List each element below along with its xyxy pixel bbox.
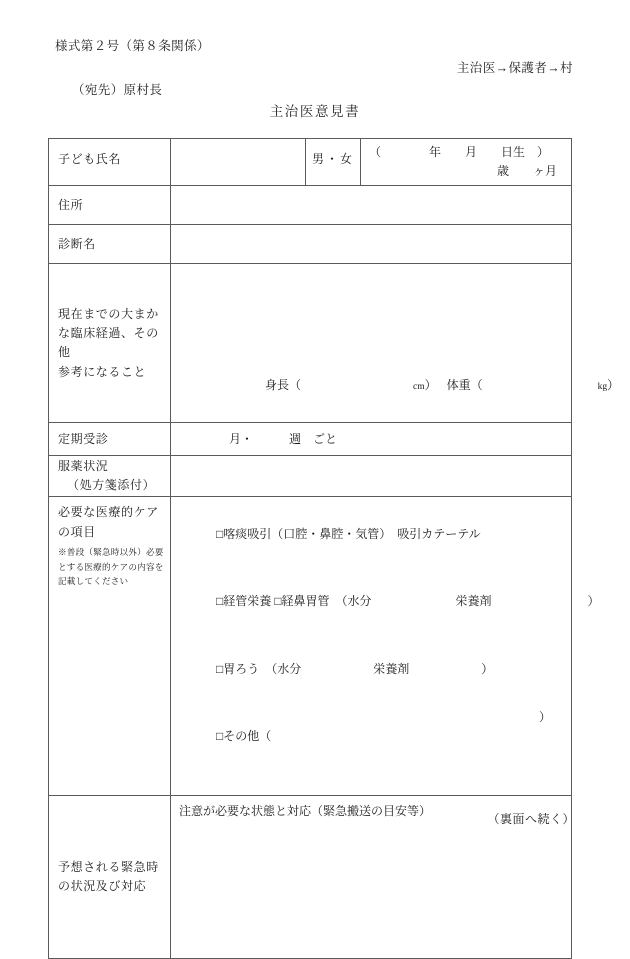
height-close: ） [424,378,437,392]
child-name-value [171,139,305,151]
address-label-cell [49,186,171,225]
care-label-line-2: の項目 [58,524,96,539]
birthdate-cell[interactable] [361,139,572,186]
birthdate-line: （ 年 月 日生 ） [369,145,550,159]
table-row-child-name [49,139,572,186]
clinical-value [171,264,571,276]
routing-note: 主治医→保護者→村 [456,61,573,75]
care-item-suction-label: □喀痰吸引（口腔・鼻腔・気管） 吸引カテーテル [216,526,481,541]
care-note: ※普段（緊急時以外）必要とする医療的ケアの内容を記載してください [58,546,164,587]
table-row-clinical-course [49,264,572,423]
care-item-gastrostomy[interactable] [180,641,563,699]
table-row-diagnosis [49,225,572,264]
table-row-periodic-visit [49,423,572,456]
care-label-cell [49,497,171,795]
medication-label [49,456,170,496]
address-value-cell[interactable] [171,186,572,225]
clinical-value-cell[interactable] [171,264,620,423]
medication-value [171,456,571,468]
care-item-other-label: □その他（ [216,729,272,744]
height-label: 身長（ [265,378,302,392]
care-item-tube-feeding[interactable] [180,573,600,631]
sex-cell[interactable] [306,139,361,186]
medical-opinion-table [48,138,620,959]
measurements-line [229,357,620,415]
medication-label-cell [49,456,171,497]
diagnosis-value-cell[interactable] [171,225,572,264]
table-row-medication [49,456,572,497]
visit-label: 定期受診 [58,431,109,446]
table-row-medical-care [49,497,572,795]
care-item-gastrostomy-label: □胃ろう （水分 栄養剤 ） [216,661,494,676]
medication-value-cell[interactable] [171,456,572,497]
care-label [49,497,170,595]
clinical-label-line-1: 現在までの大まか [58,307,159,321]
continued-note: （裏面へ続く） [487,812,575,826]
sex-label: 男・女 [311,152,354,167]
age-line: 歳 ヶ月 [496,164,557,179]
weight-close: ） [607,378,620,392]
clinical-label [49,264,170,422]
emergency-label [49,796,170,958]
diagnosis-value [171,225,571,237]
care-item-other-close: ） [538,710,551,725]
medication-label-line-2: （処方箋添付） [67,478,156,493]
care-item-tube-feeding-label: □経管栄養 □経鼻胃管 （水分 栄養剤 ） [216,594,600,609]
emergency-label-line-2: の状況及び対応 [58,878,147,893]
child-name-value-cell[interactable] [171,139,306,186]
address-value [171,186,571,198]
child-name-label-cell [49,139,171,186]
diagnosis-label: 診断名 [58,236,96,251]
medication-label-line-1: 服薬状況 [58,459,109,474]
weight-unit: kg [597,382,608,392]
height-unit: cm [413,382,425,392]
table-row-address [49,186,572,225]
clinical-label-line-3: 参考になること [58,364,147,379]
visit-value: 月・ 週 ごと [229,431,338,446]
page-title: 主治医意見書 [269,104,361,119]
emergency-heading: 注意が必要な状態と対応（緊急搬送の目安等） [179,803,432,818]
form-number: 様式第２号（第８条関係） [55,39,210,53]
address-label: 住所 [58,197,84,212]
clinical-body [171,264,620,422]
care-label-line-1: 必要な医療的ケア [58,505,159,520]
visit-label-cell [49,423,171,456]
addressee: （宛先）原村長 [72,83,163,97]
care-items-list [171,497,600,794]
weight-label: 体重（ [446,378,483,392]
diagnosis-label-cell [49,225,171,264]
child-name-label: 子ども氏名 [58,152,122,167]
emergency-label-line-1: 予想される緊急時 [58,859,159,874]
visit-value-cell[interactable] [171,423,572,456]
care-item-suction[interactable] [180,505,563,563]
emergency-label-cell [49,795,171,958]
care-item-other[interactable] [180,708,563,785]
care-items-cell[interactable] [171,497,600,795]
clinical-label-line-2: な臨床経過、その他 [58,326,159,360]
clinical-label-cell [49,264,171,423]
